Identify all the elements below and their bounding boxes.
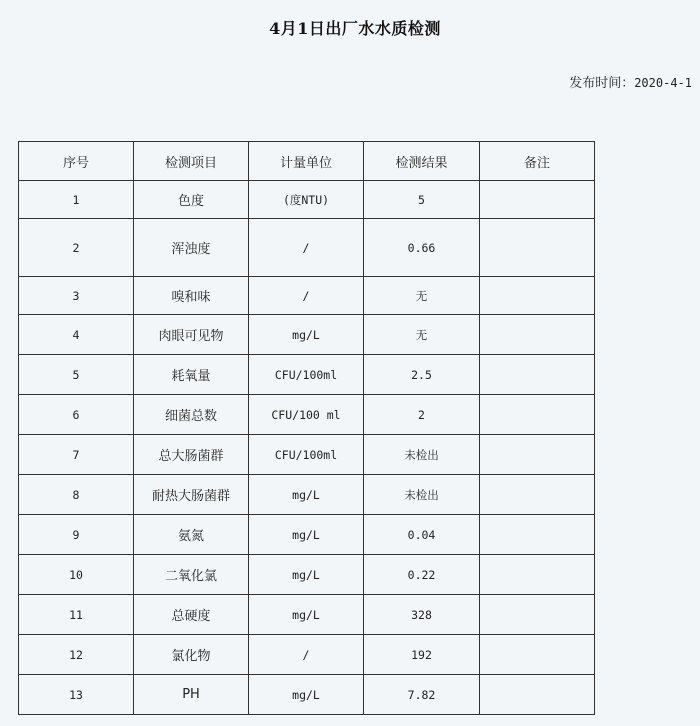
table-row	[19, 181, 595, 219]
cell-note	[480, 219, 595, 277]
cell-item: 浑浊度	[134, 219, 249, 277]
table-row	[19, 595, 595, 635]
cell-item: 总大肠菌群	[134, 435, 249, 475]
cell-no: 9	[19, 515, 134, 555]
cell-item: 肉眼可见物	[134, 315, 249, 355]
cell-no: 4	[19, 315, 134, 355]
cell-item: 氨氮	[134, 515, 249, 555]
cell-item: 细菌总数	[134, 395, 249, 435]
cell-item: 二氧化氯	[134, 555, 249, 595]
publish-time-label: 发布时间：	[569, 76, 635, 91]
table-body	[19, 181, 595, 715]
cell-result: 328	[364, 595, 480, 635]
cell-result: 未检出	[364, 475, 480, 515]
table-row	[19, 555, 595, 595]
header-result: 检测结果	[364, 142, 480, 181]
table-row	[19, 635, 595, 675]
cell-unit: mg/L	[249, 675, 364, 715]
cell-no: 3	[19, 277, 134, 315]
table-row	[19, 675, 595, 715]
cell-note	[480, 435, 595, 475]
cell-result: 无	[364, 277, 480, 315]
cell-note	[480, 515, 595, 555]
cell-item: PH	[134, 675, 249, 715]
cell-item: 总硬度	[134, 595, 249, 635]
cell-unit: mg/L	[249, 555, 364, 595]
table-row	[19, 435, 595, 475]
table-row	[19, 219, 595, 277]
table-row	[19, 475, 595, 515]
cell-no: 6	[19, 395, 134, 435]
header-no: 序号	[19, 142, 134, 181]
cell-unit: mg/L	[249, 315, 364, 355]
cell-unit: mg/L	[249, 515, 364, 555]
cell-item: 耐热大肠菌群	[134, 475, 249, 515]
cell-note	[480, 395, 595, 435]
table-header-row	[19, 142, 595, 181]
table-row	[19, 395, 595, 435]
cell-result: 0.04	[364, 515, 480, 555]
header-unit: 计量单位	[249, 142, 364, 181]
cell-note	[480, 315, 595, 355]
table-row	[19, 277, 595, 315]
cell-no: 2	[19, 219, 134, 277]
cell-unit: /	[249, 219, 364, 277]
cell-result: 2	[364, 395, 480, 435]
cell-no: 8	[19, 475, 134, 515]
cell-unit: CFU/100 ml	[249, 395, 364, 435]
cell-no: 7	[19, 435, 134, 475]
cell-note	[480, 277, 595, 315]
cell-unit: (度NTU)	[249, 181, 364, 219]
cell-note	[480, 355, 595, 395]
cell-no: 5	[19, 355, 134, 395]
cell-no: 1	[19, 181, 134, 219]
water-quality-table	[18, 141, 595, 715]
table-row	[19, 315, 595, 355]
cell-note	[480, 555, 595, 595]
cell-result: 0.66	[364, 219, 480, 277]
cell-result: 未检出	[364, 435, 480, 475]
cell-result: 无	[364, 315, 480, 355]
cell-note	[480, 635, 595, 675]
cell-unit: CFU/100ml	[249, 435, 364, 475]
cell-no: 10	[19, 555, 134, 595]
cell-unit: /	[249, 277, 364, 315]
cell-result: 5	[364, 181, 480, 219]
cell-no: 11	[19, 595, 134, 635]
cell-result: 0.22	[364, 555, 480, 595]
table-row	[19, 355, 595, 395]
cell-no: 12	[19, 635, 134, 675]
cell-no: 13	[19, 675, 134, 715]
cell-unit: CFU/100ml	[249, 355, 364, 395]
cell-note	[480, 675, 595, 715]
cell-unit: /	[249, 635, 364, 675]
page-title: 4月1日出厂水水质检测	[269, 19, 441, 38]
cell-item: 嗅和味	[134, 277, 249, 315]
cell-unit: mg/L	[249, 475, 364, 515]
cell-result: 7.82	[364, 675, 480, 715]
header-item: 检测项目	[134, 142, 249, 181]
cell-item: 氯化物	[134, 635, 249, 675]
cell-item: 耗氧量	[134, 355, 249, 395]
cell-item: 色度	[134, 181, 249, 219]
cell-note	[480, 181, 595, 219]
cell-unit: mg/L	[249, 595, 364, 635]
cell-result: 192	[364, 635, 480, 675]
publish-time-value: 2020-4-1	[634, 76, 692, 90]
cell-note	[480, 475, 595, 515]
cell-result: 2.5	[364, 355, 480, 395]
table-row	[19, 515, 595, 555]
header-note: 备注	[480, 142, 595, 181]
publish-time	[569, 72, 692, 91]
cell-note	[480, 595, 595, 635]
